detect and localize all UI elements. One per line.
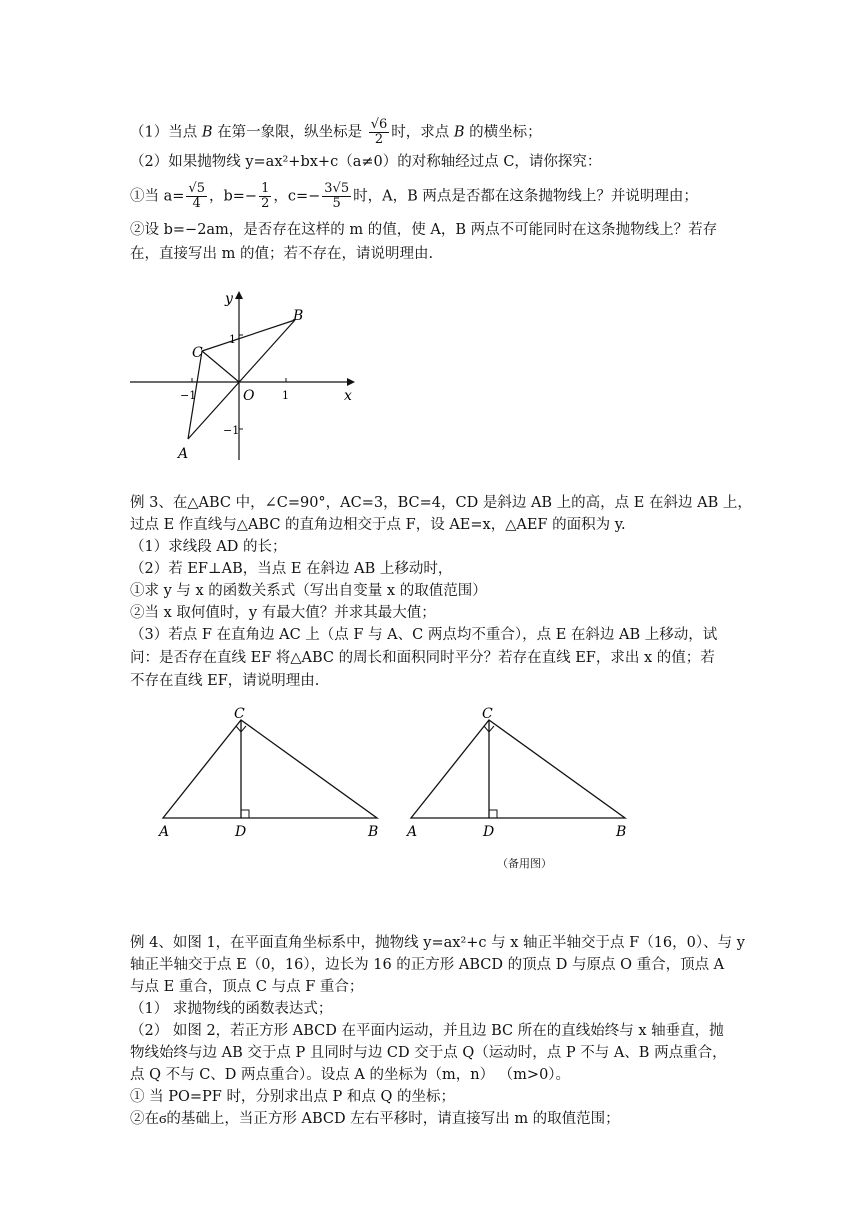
ex3-line5: ①求 y 与 x 的函数关系式（写出自变量 x 的取值范围） <box>130 583 487 599</box>
fraction <box>322 182 351 211</box>
ex3-line8: 问：是否存在直线 EF 将△ABC 的周长和面积同时平分？若存在直线 EF，求出 x 的值；若 <box>130 650 715 666</box>
label-A: A <box>178 446 189 462</box>
label-C: C <box>482 706 493 722</box>
y-axis-arrow <box>235 291 243 299</box>
label-B: B <box>616 824 627 840</box>
ex4-line5: （2） 如图 2，若正方形 ABCD 在平面内运动，并且边 BC 所在的直线始终与 x 轴垂直，抛 <box>130 1023 724 1039</box>
text: 时，求点 <box>391 124 454 141</box>
label-C: C <box>192 345 203 361</box>
coordinate-figure <box>125 285 365 465</box>
tick-label: 1 <box>282 389 289 402</box>
ex2-q2: （2）如果抛物线 y=ax²+bx+c（a≠0）的对称轴经过点 C，请你探究： <box>130 154 602 170</box>
triangle-ABC <box>411 720 625 818</box>
ex4-line4: （1） 求抛物线的函数表达式； <box>130 1001 333 1017</box>
ex4-line9: ②在ϭ的基础上，当正方形 ABCD 左右平移时，请直接写出 m 的取值范围； <box>130 1111 620 1127</box>
text: ①当 a= <box>130 188 185 205</box>
label-B: B <box>293 308 304 324</box>
right-angle-mark-D <box>489 810 497 818</box>
ex2-q1 <box>130 118 542 147</box>
denominator: 4 <box>192 196 201 211</box>
ex2-sub2-line2: 在，直接写出 m 的值；若不存在，请说明理由. <box>130 246 434 262</box>
text: 时，A，B 两点是否都在这条抛物线上？并说明理由； <box>353 188 698 205</box>
tick-label: −1 <box>223 424 240 437</box>
ex4-line6: 物线始终与边 AB 交于点 P 且同时与边 CD 交于点 Q（运动时，点 P 不与 A、B 两点重合， <box>130 1045 727 1061</box>
label-A: A <box>407 824 418 840</box>
ex3-line2: 过点 E 作直线与△ABC 的直角边相交于点 F，设 AE=x，△AEF 的面积为 y. <box>130 517 626 533</box>
triangle-figure <box>155 702 385 842</box>
tick-label: −1 <box>180 389 197 402</box>
ex3-line3: （1）求线段 AD 的长； <box>130 539 287 555</box>
label-C: C <box>234 706 245 722</box>
ex4-line2: 轴正半轴交于点 E（0，16），边长为 16 的正方形 ABCD 的顶点 D 与原点 O 重合，顶点 A <box>130 957 725 973</box>
ex3-line6: ②当 x 取何值时，y 有最大值？并求其最大值； <box>130 605 436 621</box>
numerator: √5 <box>188 181 205 196</box>
right-angle-mark-D <box>241 810 249 818</box>
denominator: 2 <box>261 196 270 211</box>
numerator: 3√5 <box>324 181 350 196</box>
text: （1）当点 <box>130 124 202 141</box>
text: B <box>201 124 213 141</box>
segment-C-O <box>202 351 239 382</box>
numerator: √6 <box>370 117 388 132</box>
text: ，c=− <box>273 188 321 205</box>
ex4-line1: 例 4、如图 1，在平面直角坐标系中，抛物线 y=ax²+c 与 x 轴正半轴交于点 F（16，0）、与 y <box>130 935 745 951</box>
denominator: 5 <box>332 196 341 211</box>
label-A: A <box>159 824 170 840</box>
label-B: B <box>368 824 379 840</box>
label-x: x <box>344 388 352 404</box>
ex3-line7: （3）若点 F 在直角边 AC 上（点 F 与 A、C 两点均不重合），点 E 在斜边 AB 上移动，试 <box>130 627 718 643</box>
ex2-sub2-line1: ②设 b=−2am，是否存在这样的 m 的值，使 A，B 两点不可能同时在这条抛物线上？若存 <box>130 222 718 238</box>
numerator: 1 <box>261 181 270 196</box>
figure-caption: （备用图） <box>497 857 552 870</box>
ex3-line4: （2）若 EF⊥AB，当点 E 在斜边 AB 上移动时， <box>130 561 453 577</box>
ex3-line9: 不存在直线 EF，请说明理由. <box>130 673 320 689</box>
tick-label: 1 <box>229 333 236 346</box>
fraction <box>369 118 390 147</box>
x-axis-arrow <box>347 378 355 386</box>
denominator: 2 <box>374 132 384 147</box>
ex4-line3: 与点 E 重合，顶点 C 与点 F 重合； <box>130 979 364 995</box>
label-D: D <box>235 824 247 840</box>
text: ，b=− <box>208 188 258 205</box>
label-y: y <box>225 291 233 307</box>
fraction <box>186 182 207 211</box>
ex4-line8: ① 当 PO=PF 时，分别求出点 P 和点 Q 的坐标； <box>130 1089 456 1105</box>
text: 在第一象限，纵坐标是 <box>212 124 363 141</box>
fraction <box>259 182 271 211</box>
label-O: O <box>243 388 255 404</box>
triangle-ABC <box>163 720 377 818</box>
triangle-figure-spare <box>403 702 633 842</box>
ex3-line1: 例 3、在△ABC 中，∠C=90°，AC=3，BC=4，CD 是斜边 AB 上的高，点 E 在斜边 AB 上， <box>130 495 752 511</box>
ex2-sub1 <box>130 182 698 211</box>
ex4-line7: 点 Q 不与 C、D 两点重合）。设点 A 的坐标为（m，n） （m>0）。 <box>130 1067 571 1083</box>
label-D: D <box>483 824 495 840</box>
text: B <box>453 124 465 141</box>
text: 的横坐标； <box>464 124 542 141</box>
